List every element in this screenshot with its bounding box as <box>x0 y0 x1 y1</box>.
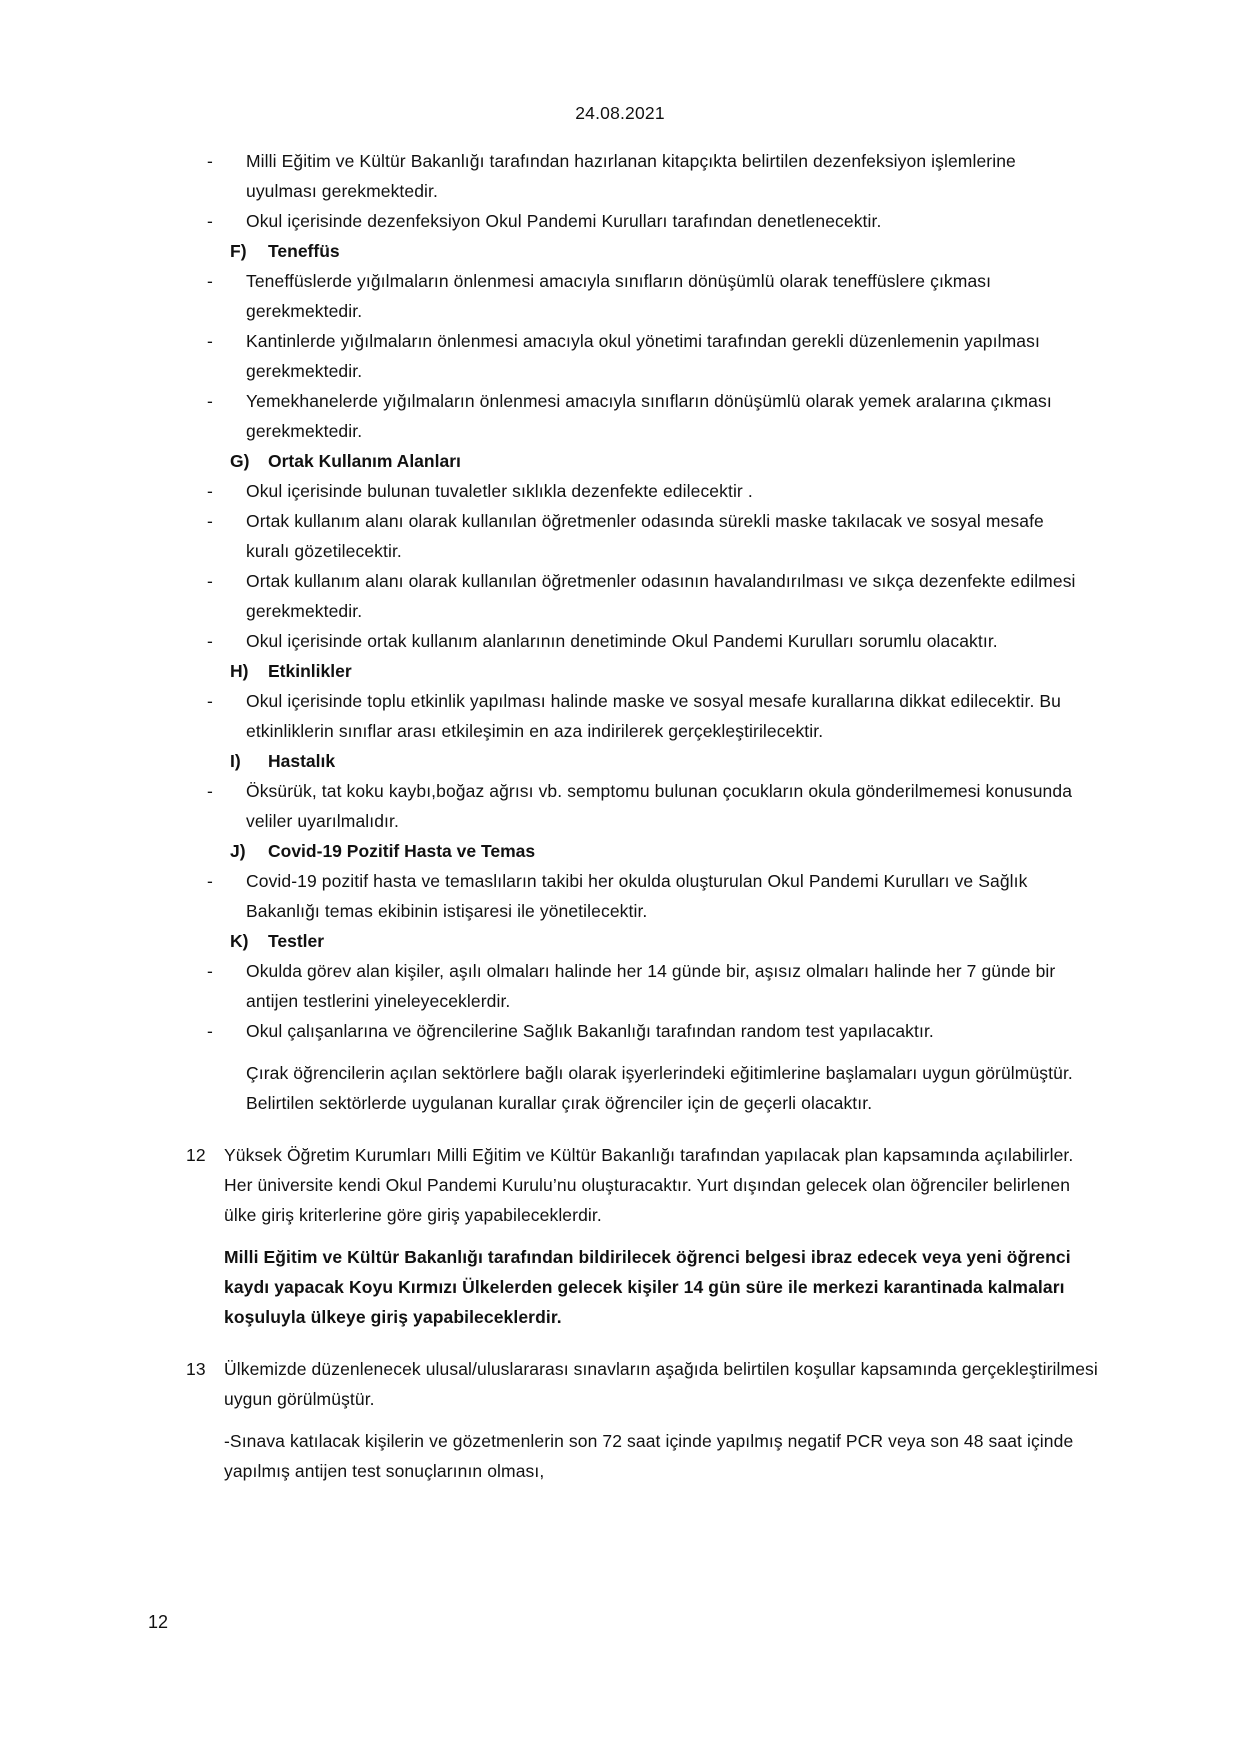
bullet-dash: - <box>207 691 213 711</box>
bullet-text: Öksürük, tat koku kaybı,boğaz ağrısı vb. semptomu bulunan çocukların okula gönderilmemesi konusunda veliler uyarılmalıdır. <box>246 781 1073 831</box>
section-heading-g <box>0 446 1240 476</box>
item-text: Ülkemizde düzenlenecek ulusal/uluslararası sınavların aşağıda belirtilen koşullar kapsamında gerçekleştirilmesi uygun görülmüştür. <box>224 1359 1098 1409</box>
bullet-dash: - <box>207 151 213 171</box>
page-number: 12 <box>148 1612 169 1632</box>
section-heading-h <box>0 656 1240 686</box>
list-item <box>0 686 1086 746</box>
list-item <box>0 776 1086 836</box>
bullet-text: Okul içerisinde ortak kullanım alanlarının denetiminde Okul Pandemi Kurulları sorumlu olacaktır. <box>246 631 998 651</box>
item-number: 13 <box>186 1359 206 1379</box>
item-number: 12 <box>186 1145 206 1165</box>
section-title: Hastalık <box>268 751 336 771</box>
bullet-text: Ortak kullanım alanı olarak kullanılan öğretmenler odasının havalandırılması ve sıkça dezenfekte edilmesi gerekmektedir. <box>246 571 1076 621</box>
list-item <box>0 506 1086 566</box>
section-letter: G) <box>230 451 250 471</box>
bullet-dash: - <box>207 631 213 651</box>
bullet-dash: - <box>207 211 213 231</box>
section-letter: I) <box>230 751 241 771</box>
bullet-text: Covid-19 pozitif hasta ve temaslıların takibi her okulda oluşturulan Okul Pandemi Kurulları ve Sağlık Bakanlığı temas ekibinin istişaresi ile yönetilecektir. <box>246 871 1028 921</box>
bullet-text: Okul içerisinde bulunan tuvaletler sıklıkla dezenfekte edilecektir . <box>246 481 753 501</box>
item-13-sub-paragraph: -Sınava katılacak kişilerin ve gözetmenlerin son 72 saat içinde yapılmış negatif PCR veya son 48 saat içinde yapılmış antijen test sonuçlarının olması, <box>224 1431 1074 1481</box>
item-text: Yüksek Öğretim Kurumları Milli Eğitim ve Kültür Bakanlığı tarafından yapılacak plan kapsamında açılabilirler. Her üniversite kendi Okul Pandemi Kurulu’nu oluşturacaktır. Yurt dışından gelecek olan öğrenciler belirlenen ülke giriş kriterlerine göre giriş yapabileceklerdir. <box>224 1145 1074 1225</box>
list-item <box>0 956 1086 1016</box>
bullet-dash: - <box>207 511 213 531</box>
section-letter: H) <box>230 661 249 681</box>
apprentice-paragraph: Çırak öğrencilerin açılan sektörlere bağlı olarak işyerlerindeki eğitimlerine başlamaları uygun görülmüştür. Belirtilen sektörlerde uygulanan kurallar çırak öğrenciler için de geçerli olacaktır. <box>246 1063 1073 1113</box>
bullet-dash: - <box>207 781 213 801</box>
list-item <box>0 146 1086 206</box>
bullet-text: Kantinlerde yığılmaların önlenmesi amacıyla okul yönetimi tarafından gerekli düzenlemenin yapılması gerekmektedir. <box>246 331 1040 381</box>
section-heading-f <box>0 236 1240 266</box>
bullet-dash: - <box>207 961 213 981</box>
bullet-text: Okulda görev alan kişiler, aşılı olmaları halinde her 14 günde bir, aşısız olmaları halinde her 7 günde bir antijen testlerini yineleyeceklerdir. <box>246 961 1056 1011</box>
section-title: Testler <box>268 931 325 951</box>
numbered-item-13 <box>0 1354 1104 1414</box>
bullet-text: Okul çalışanlarına ve öğrencilerine Sağlık Bakanlığı tarafından random test yapılacaktır. <box>246 1021 934 1041</box>
bullet-dash: - <box>207 1021 213 1041</box>
list-item <box>0 326 1086 386</box>
section-letter: F) <box>230 241 247 261</box>
bullet-text: Teneffüslerde yığılmaların önlenmesi amacıyla sınıfların dönüşümlü olarak teneffüslere çıkması gerekmektedir. <box>246 271 992 321</box>
section-heading-j <box>0 836 1240 866</box>
bullet-text: Yemekhanelerde yığılmaların önlenmesi amacıyla sınıfların dönüşümlü olarak yemek aralarına çıkması gerekmektedir. <box>246 391 1052 441</box>
bullet-text: Okul içerisinde toplu etkinlik yapılması halinde maske ve sosyal mesafe kurallarına dikkat edilecektir. Bu etkinliklerin sınıflar arası etkileşimin en aza indirilerek gerçekleştirilecektir. <box>246 691 1062 741</box>
bullet-dash: - <box>207 481 213 501</box>
header-date: 24.08.2021 <box>575 103 665 123</box>
list-item <box>0 626 1086 656</box>
bullet-dash: - <box>207 331 213 351</box>
section-letter: J) <box>230 841 246 861</box>
bullet-dash: - <box>207 391 213 411</box>
list-item <box>0 1016 1086 1046</box>
numbered-item-12 <box>0 1140 1104 1230</box>
bullet-text: Milli Eğitim ve Kültür Bakanlığı tarafından hazırlanan kitapçıkta belirtilen dezenfeksiyon işlemlerine uyulması gerekmektedir. <box>246 151 1016 201</box>
list-item <box>0 866 1086 926</box>
section-title: Ortak Kullanım Alanları <box>268 451 461 471</box>
bullet-dash: - <box>207 571 213 591</box>
section-heading-i <box>0 746 1240 776</box>
section-title: Covid-19 Pozitif Hasta ve Temas <box>268 841 536 861</box>
section-title: Etkinlikler <box>268 661 352 681</box>
bullet-dash: - <box>207 871 213 891</box>
list-item <box>0 386 1086 446</box>
section-letter: K) <box>230 931 249 951</box>
bullet-text: Okul içerisinde dezenfeksiyon Okul Pandemi Kurulları tarafından denetlenecektir. <box>246 211 882 231</box>
list-item <box>0 476 1086 506</box>
list-item <box>0 206 1086 236</box>
list-item <box>0 266 1086 326</box>
document-body <box>0 146 1240 1486</box>
list-item <box>0 566 1086 626</box>
section-title: Teneffüs <box>268 241 340 261</box>
section-heading-k <box>0 926 1240 956</box>
bullet-text: Ortak kullanım alanı olarak kullanılan öğretmenler odasında sürekli maske takılacak ve sosyal mesafe kuralı gözetilecektir. <box>246 511 1044 561</box>
item-12-bold-paragraph: Milli Eğitim ve Kültür Bakanlığı tarafından bildirilecek öğrenci belgesi ibraz edecek veya yeni öğrenci kaydı yapacak Koyu Kırmızı Ülkelerden gelecek kişiler 14 gün süre ile merkezi karantinada kalmaları koşuluyla ülkeye giriş yapabileceklerdir. <box>224 1247 1071 1327</box>
bullet-dash: - <box>207 271 213 291</box>
